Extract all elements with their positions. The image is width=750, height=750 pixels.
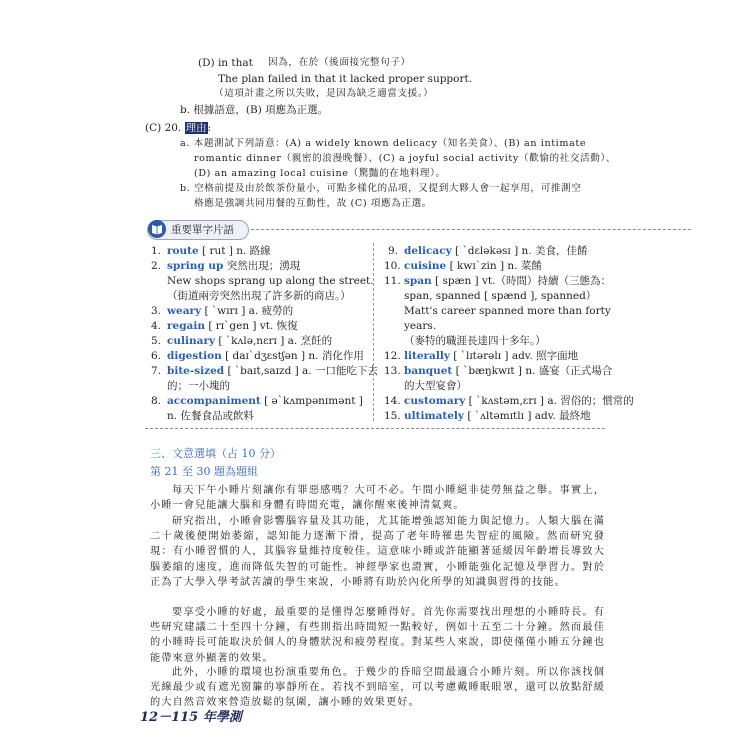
vocab-word: spring up: [167, 260, 224, 272]
vocab-number: 4.: [150, 320, 161, 332]
vocab-item: [384, 289, 634, 304]
vocab-item: [147, 319, 378, 334]
question-number: (C) 20.: [145, 122, 182, 134]
vocab-word: delicacy: [404, 245, 452, 257]
vocab-definition: [ ˋkʌlə,nɛrɪ ] a. 烹飪的: [215, 335, 333, 347]
vocab-definition: n. 佐餐食品或飲料: [167, 410, 254, 422]
vocab-word: culinary: [167, 335, 216, 347]
vocab-number: 3.: [150, 305, 161, 317]
section-subheading: 第 21 至 30 題為題組: [150, 465, 258, 478]
vocab-word: literally: [404, 350, 450, 362]
q20-a-line-2: romantic dinner（親密的浪漫晚餐）、(C) a joyful social activity（歡愉的社交活動）、: [194, 153, 617, 164]
vocab-word: digestion: [167, 350, 222, 362]
vocab-title: 重要單字片語: [171, 224, 234, 236]
q20-b-line-1: b. 空格前提及由於飲茶份量小，可點多樣化的品項，又提到大夥人會一起享用，可推測空: [180, 183, 582, 194]
vocab-item: [147, 409, 378, 424]
vocab-definition: [ kwɪˋzin ] n. 菜餚: [446, 260, 542, 272]
vocab-definition: （麥特的職涯長達四十多年。）: [404, 335, 546, 347]
vocab-word: bite-sized: [167, 365, 225, 377]
vocab-item: [384, 379, 634, 394]
vocab-right-column: [384, 244, 634, 424]
vocab-item: [384, 409, 634, 424]
question-20-label: [145, 121, 211, 135]
vocab-item: [384, 349, 634, 364]
vocab-item: [147, 289, 378, 304]
vocab-definition: span, spanned [ spænd ], spanned）: [404, 290, 597, 302]
vocab-definition: 突然出現；湧現: [223, 260, 301, 272]
vocab-item: [147, 274, 378, 289]
vocab-left-column: [147, 244, 378, 424]
option-d-label: (D) in that: [198, 57, 253, 69]
vocab-number: 15.: [384, 410, 401, 422]
vocab-word: weary: [167, 305, 202, 317]
q20-a-line-1: a. 本題測試下列語意：(A) a widely known delicacy（知名美食）、(B) an intimate: [180, 138, 587, 149]
vocab-item: [147, 349, 378, 364]
vocab-definition: New shops sprang up along the street.: [167, 275, 374, 287]
vocab-item: [147, 394, 378, 409]
vocab-item: [147, 259, 378, 274]
vocab-definition: [ ˋbaɪt,saɪzd ] a. 一口能吃下去: [224, 365, 378, 377]
explanation-b-line: b. 根據語意，(B) 項應為正選。: [180, 104, 329, 116]
vocab-word: route: [167, 245, 199, 257]
reason-tag: 理由: [185, 122, 207, 134]
vocab-definition: [ əˋkʌmpənɪmənt ]: [260, 395, 363, 407]
vocab-item: [384, 274, 634, 289]
book-icon: [148, 220, 166, 238]
vocab-number: 13.: [384, 365, 401, 377]
vocab-number: 8.: [150, 395, 161, 407]
q20-a-line-3: (D) an amazing local cuisine（驚豔的在地料理）。: [194, 168, 446, 179]
reason-colon: :: [207, 122, 212, 134]
vocab-definition: （街道兩旁突然出現了許多新的商店。）: [167, 290, 351, 302]
vocab-word: accompaniment: [167, 395, 261, 407]
vocab-definition: [ ˋbæŋkwɪt ] n. 盛宴（正式場合: [452, 365, 613, 377]
vocab-item: [147, 379, 378, 394]
vocab-number: 9.: [387, 245, 398, 257]
vocab-item: [384, 364, 634, 379]
vocab-number: 14.: [384, 395, 401, 407]
vocab-definition: [ spæn ] vt.（時間）持續（三態為：: [431, 275, 611, 287]
vocab-definition: [ ˋʌltəmɪtlɪ ] adv. 最終地: [464, 410, 591, 422]
vocab-item: [384, 319, 634, 334]
vocab-number: 2.: [150, 260, 161, 272]
option-d-translation: （這項計畫之所以失敗，是因為缺乏適當支援。）: [214, 88, 434, 99]
vocab-item: [384, 244, 634, 259]
vocab-item: [384, 394, 634, 409]
vocab-number: 1.: [150, 245, 161, 257]
vocab-word: customary: [404, 395, 466, 407]
option-d-meaning: 因為，在於（後面接完整句子）: [268, 57, 411, 68]
vocab-item: [384, 259, 634, 274]
vocab-word: cuisine: [404, 260, 447, 272]
vocab-number: 6.: [150, 350, 161, 362]
vocab-banner: [147, 220, 587, 240]
vocab-word: regain: [167, 320, 205, 332]
vocab-number: 7.: [150, 365, 161, 377]
vocab-definition: [ ˋwɪrɪ ] a. 疲勞的: [201, 305, 294, 317]
vocab-number: 12.: [384, 350, 401, 362]
vocab-item: [147, 304, 378, 319]
vocab-definition: [ ˋlɪtərəlɪ ] adv. 照字面地: [449, 350, 579, 362]
vocab-number: 11.: [384, 275, 401, 287]
option-d-example: The plan failed in that it lacked proper support.: [218, 73, 473, 85]
vocab-number: 10.: [384, 260, 401, 272]
vocab-item: [147, 244, 378, 259]
vocab-item: [147, 364, 378, 379]
vocab-definition: [ ˋkʌstəm,ɛrɪ ] a. 習俗的；慣常的: [465, 395, 634, 407]
vocab-definition: [ daɪˋdʒɛstʃən ] n. 消化作用: [221, 350, 364, 362]
vocab-number: 5.: [150, 335, 161, 347]
vocab-definition: [ rut ] n. 路線: [198, 245, 271, 257]
paragraph-2: 研究指出，小睡會影響腦容量及其功能，尤其能增強認知能力與記憶力。人類大腦在滿二十歲後便開始萎縮，認知能力逐漸下滑，提高了老年時罹患失智症的風險。然而研究發現：有小睡習慣的人，其腦容量維持度較佳。這意味小睡或許能顯著延緩因年齡增長導致大腦萎縮的速度，進而降低失智的可能性。神經學家也證實，小睡能強化記憶及學習力。對於正為了大學入學考試苦讀的學生來說，小睡將有助於內化所學的知識與習得的技能。: [150, 516, 605, 588]
vocab-definition: [ ˋdɛləkəsɪ ] n. 美食，佳餚: [451, 245, 588, 257]
vocab-item: [147, 334, 378, 349]
paragraph-1: 每天下午小睡片刻讓你有罪惡感嗎？大可不必。午間小睡絕非徒勞無益之舉。事實上，小睡一會兒能讓大腦和身體有時間充電，讓你醒來後神清氣爽。: [150, 485, 605, 512]
paragraph-3: 要享受小睡的好處，最重要的是懂得怎麼睡得好。首先你需要找出理想的小睡時長。有些研究建議二十至四十分鐘，有些則指出時間短一點較好，例如十五至二十分鐘。然而最佳的小睡時長可能取決於個人的身體狀況和疲勞程度。對某些人來說，即使僅僅小睡五分鐘也能帶來意外顯著的效果。: [150, 607, 605, 664]
paragraph-4: 此外，小睡的環境也扮演重要角色。于幾少的昏暗空間最適合小睡片刻。所以你該找個光線最少或有遮光窗簾的寧靜所在。若找不到暗室，可以考慮戴睡眠眼罩，還可以放點舒緩的大自然音效來營造放鬆的氛圍，讓小睡的效果更好。: [150, 667, 605, 709]
vocab-item: [384, 334, 634, 349]
vocab-definition: 的；一小塊的: [167, 380, 230, 392]
vocab-word: ultimately: [404, 410, 464, 422]
vocab-definition: years.: [404, 320, 437, 332]
vocab-word: banquet: [404, 365, 453, 377]
page-footer: 12－115 年學測: [140, 710, 242, 725]
vocab-definition: [ rɪˋgen ] vt. 恢復: [204, 320, 298, 332]
vocab-divider: [251, 229, 691, 230]
section-divider: [145, 428, 605, 429]
vocab-definition: 的大型宴會）: [404, 380, 467, 392]
vocab-definition: Matt's career spanned more than forty: [404, 305, 611, 317]
section-heading: 三、文意選填（占 10 分）: [150, 447, 281, 460]
q20-b-line-2: 格應是強調共同用餐的互動性，故 (C) 項應為正選。: [194, 198, 432, 209]
vocab-column-separator: [373, 243, 374, 421]
vocab-item: [384, 304, 634, 319]
vocab-word: span: [404, 275, 432, 287]
